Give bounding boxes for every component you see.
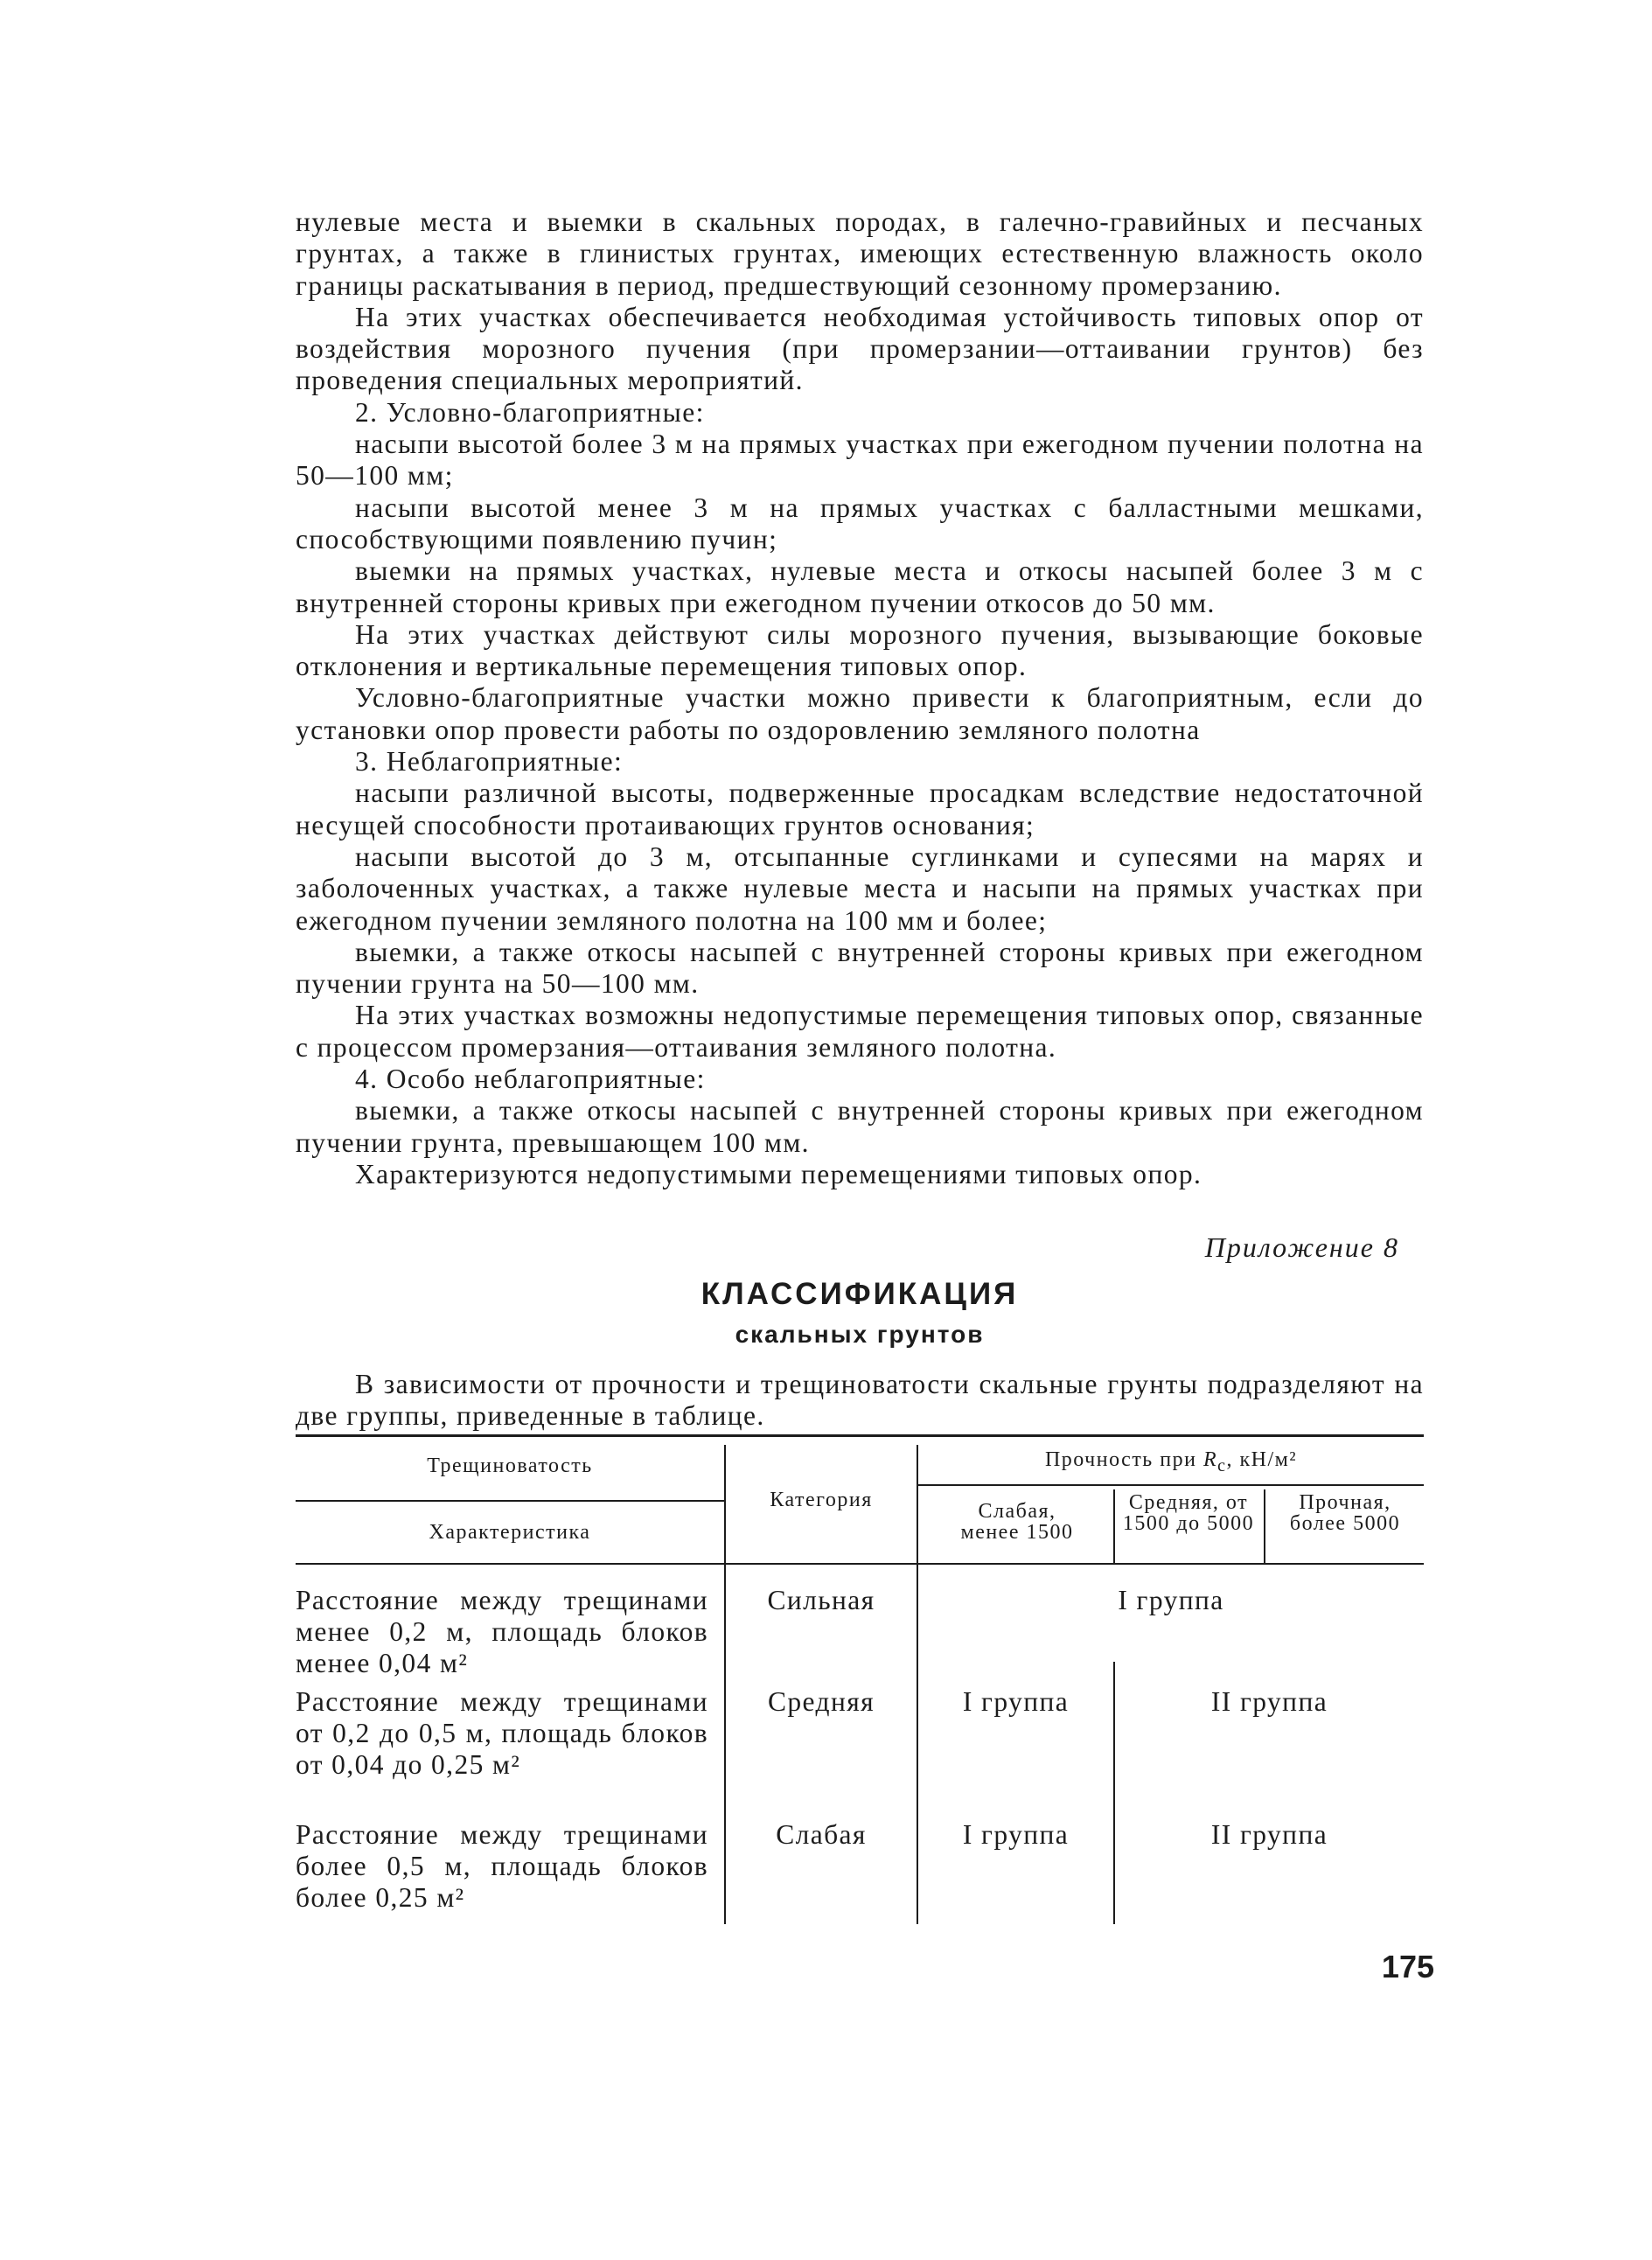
table-row-group-medium-strong: II группа — [1210, 1819, 1328, 1850]
header-characteristic: Характеристика — [429, 1521, 591, 1544]
table-top-rule — [296, 1434, 1424, 1437]
table-row-category: Средняя — [768, 1686, 875, 1717]
paragraph: 3. Неблагоприятные: — [355, 746, 624, 778]
column-divider — [917, 1445, 918, 1924]
header-strong: Прочная, более 5000 — [1289, 1491, 1401, 1535]
table-row-group-weak: I группа — [962, 1819, 1070, 1850]
table-row-group: I группа — [1118, 1585, 1224, 1615]
strength-symbol: R — [1202, 1448, 1218, 1471]
table-row-category: Сильная — [767, 1585, 875, 1615]
column-divider — [1264, 1489, 1265, 1563]
header-divider-right — [917, 1484, 1424, 1486]
table-row-characteristic: Расстояние между трещинами менее 0,2 м, площадь блоков менее 0,04 м² — [296, 1585, 708, 1678]
table-row-category: Слабая — [776, 1819, 867, 1850]
paragraph: 2. Условно-благоприятные: — [355, 396, 705, 428]
paragraph: 4. Особо неблагоприятные: — [355, 1064, 706, 1095]
page-number: 175 — [1381, 1949, 1434, 1984]
table-row-group-medium-strong: II группа — [1210, 1686, 1328, 1717]
header-category: Категория — [770, 1489, 873, 1511]
paragraph: выемки на прямых участках, нулевые места и откосы насыпей более 3 м с внутренней стороны кривых при ежегодном пучении откосов до 50 мм. — [296, 555, 1424, 618]
strength-prefix: Прочность при — [1044, 1448, 1203, 1471]
table-row-characteristic: Расстояние между трещинами более 0,5 м, площадь блоков более 0,25 м² — [296, 1819, 708, 1913]
paragraph: выемки, а также откосы насыпей с внутренней стороны кривых при ежегодном пучении грунта на 50—100 мм. — [296, 936, 1424, 1000]
paragraph: На этих участках возможны недопустимые перемещения типовых опор, связанные с процессом промерзания—оттаивания земляного полотна. — [296, 1000, 1424, 1063]
section-subtitle: скальных грунтов — [735, 1321, 985, 1348]
paragraph: выемки, а также откосы насыпей с внутренней стороны кривых при ежегодном пучении грунта, превышающем 100 мм. — [296, 1095, 1424, 1158]
paragraph: насыпи высотой до 3 м, отсыпанные суглинками и супесями на марях и заболоченных участках, а также нулевые места и насыпи на прямых участках при ежегодном пучении земляного полотна на 100 мм и более; — [296, 841, 1424, 936]
column-divider — [1113, 1489, 1115, 1563]
header-divider-left — [296, 1500, 724, 1502]
intro-paragraph: В зависимости от прочности и трещиноватости скальные грунты подразделяют на две группы, приведенные в таблице. — [296, 1369, 1424, 1431]
paragraph: насыпи различной высоты, подверженные просадкам вследствие недостаточной несущей способности протаивающих грунтов основания; — [296, 778, 1424, 841]
paragraph: На этих участках действуют силы морозного пучения, вызывающие боковые отклонения и вертикальные перемещения типовых опор. — [296, 618, 1424, 682]
column-divider — [724, 1445, 726, 1924]
body-text — [296, 206, 1424, 1190]
table-row-characteristic: Расстояние между трещинами от 0,2 до 0,5 м, площадь блоков от 0,04 до 0,25 м² — [296, 1686, 708, 1780]
section-title: КЛАССИФИКАЦИЯ — [701, 1277, 1019, 1311]
paragraph: насыпи высотой менее 3 м на прямых участках с балластными мешками, способствующими появлению пучин; — [296, 492, 1424, 555]
paragraph: нулевые места и выемки в скальных породах, в галечно-гравийных и песчаных грунтах, а также в глинистых грунтах, имеющих естественную влажность около границы раскатывания в период, предшествующий сезонному промерзанию. — [296, 206, 1424, 301]
paragraph: На этих участках обеспечивается необходимая устойчивость типовых опор от воздействия морозного пучения (при промерзании—оттаивании грунтов) без проведения специальных мероприятий. — [296, 301, 1424, 396]
classification-table — [296, 1434, 1424, 1924]
paragraph: Условно-благоприятные участки можно привести к благоприятным, если до установки опор провести работы по оздоровлению земляного полотна — [296, 682, 1424, 745]
header-fracturing: Трещиноватость — [427, 1454, 593, 1477]
paragraph: насыпи высотой более 3 м на прямых участках при ежегодном пучении полотна на 50—100 мм; — [296, 429, 1424, 492]
header-weak: Слабая, менее 1500 — [960, 1500, 1074, 1544]
appendix-label: Приложение 8 — [1204, 1231, 1399, 1263]
header-strength — [918, 1449, 1424, 1476]
table-row-group-weak: I группа — [962, 1686, 1070, 1717]
strength-subscript: c — [1217, 1455, 1227, 1475]
header-medium: Средняя, от 1500 до 5000 — [1122, 1491, 1255, 1535]
header-bottom-rule — [296, 1563, 1424, 1565]
paragraph: Характеризуются недопустимыми перемещениями типовых опор. — [355, 1158, 1202, 1189]
strength-unit: , кН/м² — [1226, 1448, 1298, 1471]
